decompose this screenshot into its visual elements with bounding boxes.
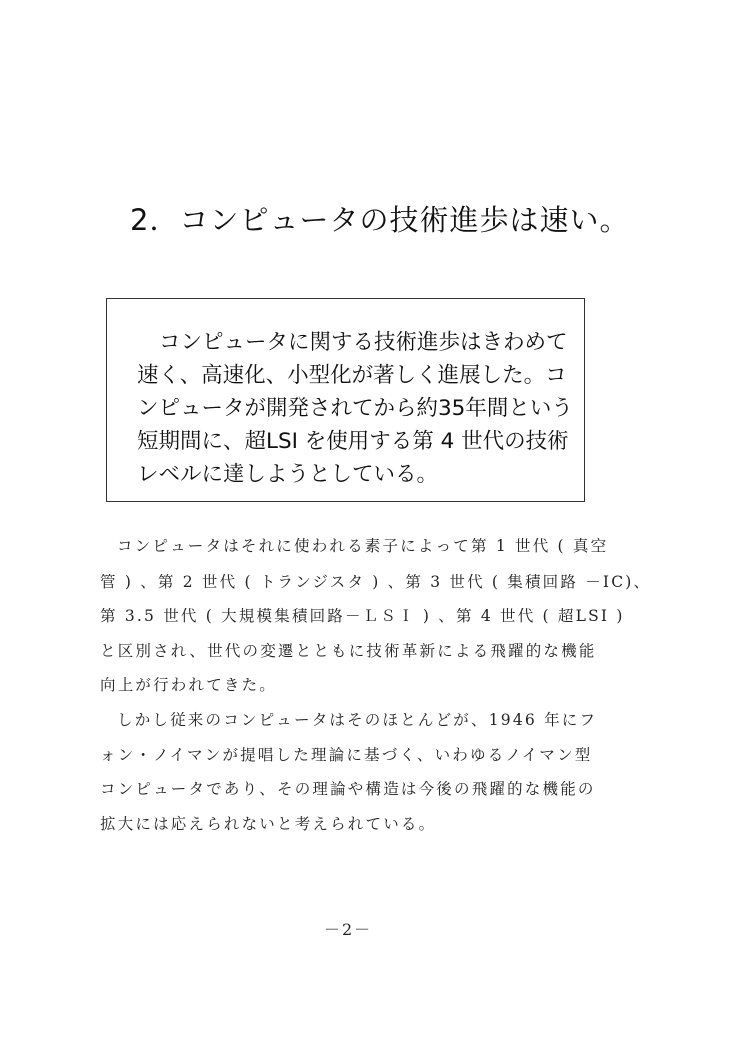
body-paragraph-1-line: と区別され、世代の変遷とともに技術革新による飛躍的な機能 — [100, 642, 597, 660]
body-paragraph-2-line: ォン・ノイマンが提唱した理論に基づく、いわゆるノイマン型 — [100, 746, 593, 764]
section-heading: 2．コンピュータの技術進歩は速い。 — [130, 203, 630, 237]
summary-box — [106, 298, 585, 502]
summary-line: 速く、高速化、小型化が著しく進展した。コ — [137, 363, 567, 388]
body-paragraph-1-line: 向上が行われてきた。 — [100, 676, 278, 694]
summary-line: コンピュータに関する技術進歩はきわめて — [159, 330, 568, 355]
summary-line: ンピュータが開発されてから約35年間という — [137, 396, 573, 421]
body-paragraph-1-line: コンピュータはそれに使われる素子によって第 1 世代 ( 真空 — [117, 537, 609, 555]
body-paragraph-2-line: 拡大には応えられないと考えられている。 — [100, 815, 437, 833]
summary-line: 短期間に、超LSI を使用する第 4 世代の技術 — [137, 429, 569, 454]
body-paragraph-1-line: 第 3.5 世代 ( 大規模集積回路－ＬＳＩ ) 、第 4 世代 ( 超LSI ) — [100, 607, 625, 625]
page-number: －2－ — [324, 920, 373, 939]
body-paragraph-2-line: しかし従来のコンピュータはそのほとんどが、1946 年にフ — [117, 711, 598, 729]
summary-line: レベルに達しようとしている。 — [137, 462, 439, 487]
body-paragraph-2-line: コンピュータであり、その理論や構造は今後の飛躍的な機能の — [100, 780, 596, 798]
body-paragraph-1-line: 管 ) 、第 2 世代 ( トランジスタ ) 、第 3 世代 ( 集積回路 －IC)、 — [100, 573, 652, 591]
